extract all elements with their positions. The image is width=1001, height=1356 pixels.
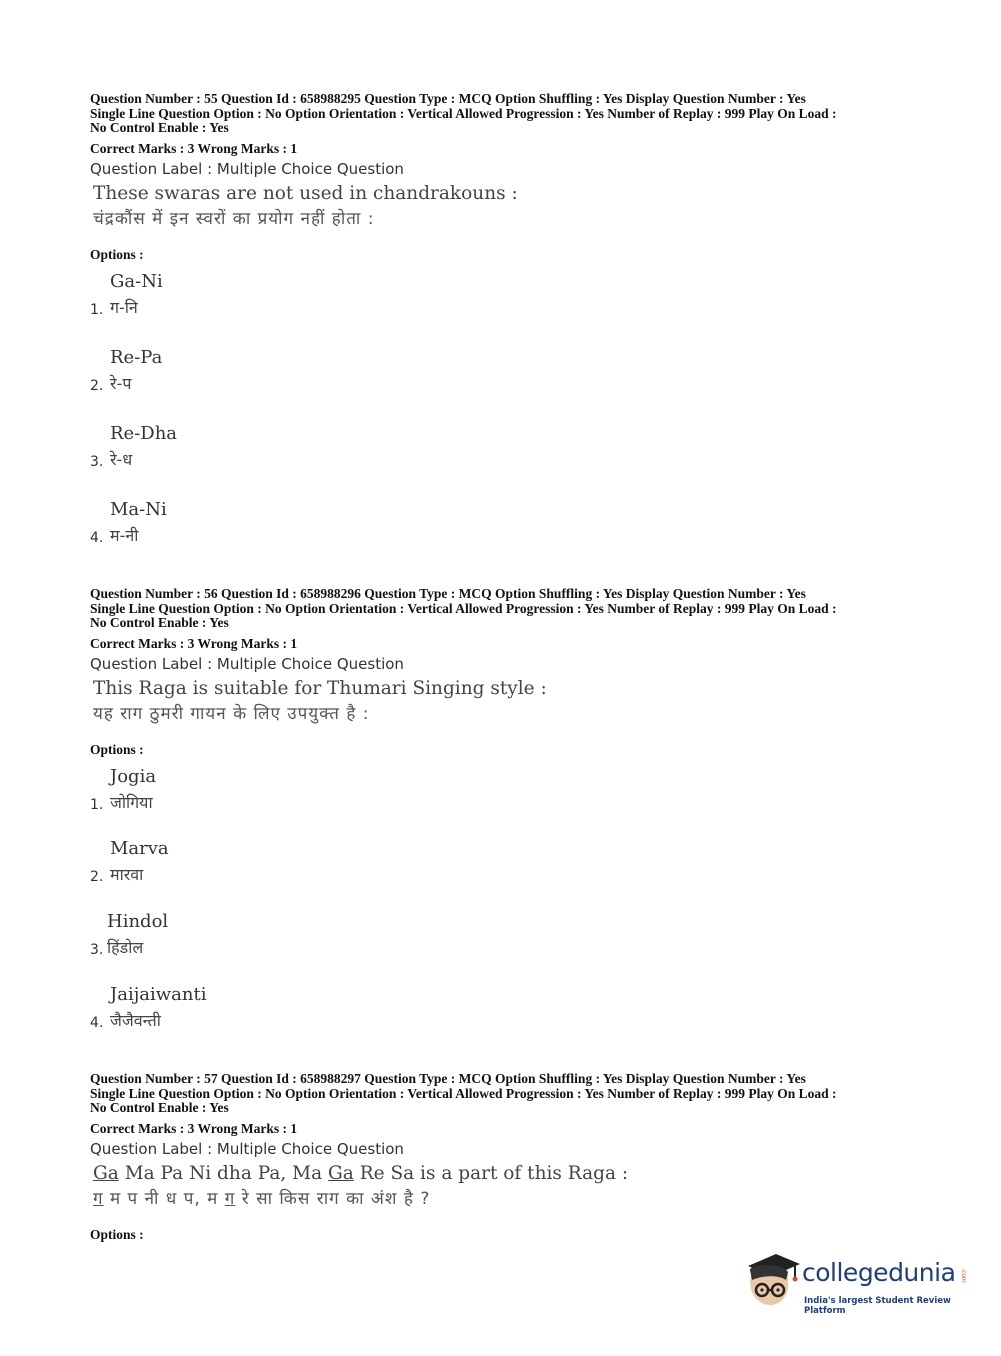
option-number: 1.	[90, 796, 104, 813]
options-list	[90, 271, 920, 575]
question-label: Question Label : Multiple Choice Question	[90, 654, 404, 673]
marks-line: Correct Marks : 3 Wrong Marks : 1	[90, 635, 298, 651]
option-text-hindi: ग-नि	[110, 297, 138, 317]
underlined-note: ग	[224, 1188, 236, 1209]
option-2[interactable]	[90, 838, 920, 911]
question-text-hindi	[93, 1187, 920, 1211]
options-label: Options :	[90, 246, 144, 262]
question-meta-line-2: Single Line Question Option : No Option Orientation : Vertical Allowed Progression : Yes Number of Replay : 999 Play On Load :	[90, 600, 837, 616]
option-text-english: Jaijaiwanti	[110, 983, 207, 1005]
options-label: Options :	[90, 741, 144, 757]
question-text-segment: Re Sa is a part of this Raga :	[353, 1162, 629, 1184]
option-text-hindi: जोगिया	[110, 792, 153, 812]
question-meta-line-2: Single Line Question Option : No Option Orientation : Vertical Allowed Progression : Yes Number of Replay : 999 Play On Load :	[90, 1085, 837, 1101]
question-label: Question Label : Multiple Choice Question	[90, 159, 404, 178]
question-block-55	[90, 92, 920, 575]
question-text-hindi: चंद्रकौंस में इन स्वरों का प्रयोग नहीं होता :	[93, 208, 375, 229]
option-text-hindi: रे-प	[110, 373, 132, 393]
option-text-english: Re-Pa	[110, 346, 163, 368]
option-3[interactable]	[90, 423, 920, 499]
option-number: 2.	[90, 868, 104, 885]
option-1[interactable]	[90, 271, 920, 347]
underlined-note: Ga	[93, 1162, 119, 1184]
option-4[interactable]	[90, 499, 920, 575]
logo-com-suffix: .com	[960, 1268, 967, 1283]
option-text-hindi: रे-ध	[110, 449, 133, 469]
underlined-note: Ga	[328, 1162, 354, 1184]
question-text-english: This Raga is suitable for Thumari Singing style :	[93, 677, 547, 699]
option-text-english: Marva	[110, 837, 169, 859]
option-number: 3.	[90, 453, 104, 470]
options-label: Options :	[90, 1226, 144, 1242]
question-meta-line-1: Question Number : 56 Question Id : 658988296 Question Type : MCQ Option Shuffling : Yes Display Question Number : Yes	[90, 586, 806, 601]
option-text-english: Ga-Ni	[110, 270, 163, 292]
question-text-english: These swaras are not used in chandrakouns :	[93, 182, 518, 204]
mascot-icon	[742, 1250, 802, 1312]
option-2[interactable]	[90, 347, 920, 423]
logo-wordmark: collegedunia	[802, 1258, 956, 1287]
question-meta-line-2: Single Line Question Option : No Option Orientation : Vertical Allowed Progression : Yes Number of Replay : 999 Play On Load :	[90, 105, 837, 121]
option-1[interactable]	[90, 766, 920, 838]
option-number: 1.	[90, 301, 104, 318]
underlined-note: ग	[93, 1188, 104, 1209]
option-number: 3.	[90, 941, 104, 958]
question-meta-line-3: No Control Enable : Yes	[90, 1100, 229, 1116]
option-number: 4.	[90, 1014, 104, 1031]
question-block-57	[90, 1072, 920, 1243]
question-text-segment: म प नी ध प, म	[103, 1188, 225, 1209]
option-text-english: Ma-Ni	[110, 498, 167, 520]
question-text-segment: रे सा किस राग का अंश है ?	[235, 1188, 431, 1209]
question-text-english	[93, 1161, 920, 1187]
question-text-segment: Ma Pa Ni dha Pa, Ma	[118, 1162, 328, 1184]
marks-line: Correct Marks : 3 Wrong Marks : 1	[90, 140, 298, 156]
question-meta-line-3: No Control Enable : Yes	[90, 615, 229, 631]
logo-tagline: India's largest Student Review Platform	[804, 1296, 951, 1316]
option-4[interactable]	[90, 984, 920, 1060]
option-text-hindi: हिंडोल	[107, 937, 144, 957]
option-text-hindi: मारवा	[110, 864, 144, 884]
question-block-56	[90, 587, 920, 1060]
option-text-english: Jogia	[110, 765, 157, 787]
question-label: Question Label : Multiple Choice Question	[90, 1139, 404, 1158]
option-text-english: Hindol	[107, 910, 169, 932]
option-3[interactable]	[90, 911, 920, 984]
options-list	[90, 766, 920, 1060]
option-text-hindi: म-नी	[110, 525, 139, 545]
question-text-hindi: यह राग ठुमरी गायन के लिए उपयुक्त है :	[93, 703, 370, 724]
option-text-hindi: जैजैवन्ती	[110, 1010, 161, 1030]
question-meta-line-1: Question Number : 55 Question Id : 658988295 Question Type : MCQ Option Shuffling : Yes Display Question Number : Yes	[90, 91, 806, 106]
question-meta-line-1: Question Number : 57 Question Id : 658988297 Question Type : MCQ Option Shuffling : Yes Display Question Number : Yes	[90, 1071, 806, 1086]
marks-line: Correct Marks : 3 Wrong Marks : 1	[90, 1120, 298, 1136]
collegedunia-logo[interactable]	[742, 1250, 972, 1320]
option-text-english: Re-Dha	[110, 422, 178, 444]
question-meta-line-3: No Control Enable : Yes	[90, 120, 229, 136]
option-number: 4.	[90, 529, 104, 546]
option-number: 2.	[90, 377, 104, 394]
